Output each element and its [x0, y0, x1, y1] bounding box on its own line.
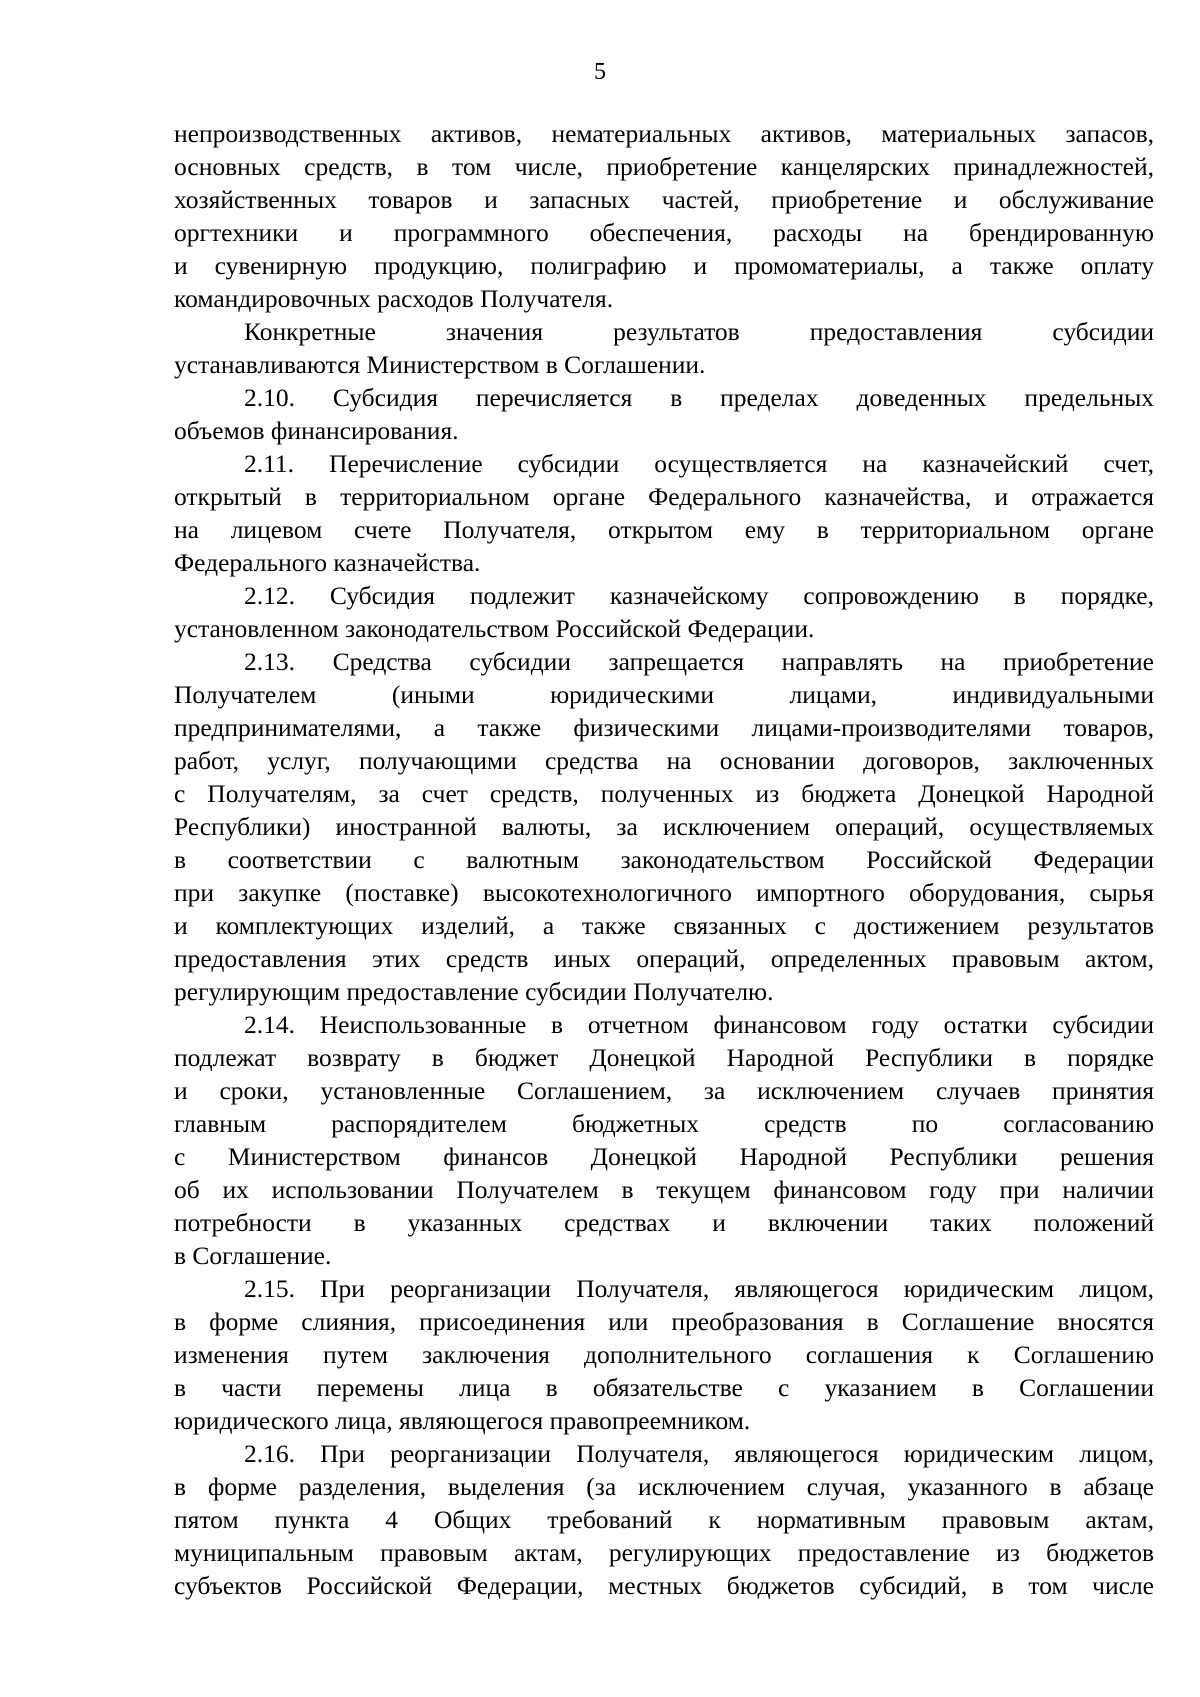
text-line: пятом пункта 4 Общих требований к нормативным правовым актам,	[174, 1505, 1154, 1534]
text-line: и сроки, установленные Соглашением, за исключением случаев принятия	[174, 1076, 1154, 1105]
text-line: с Министерством финансов Донецкой Народной Республики решения	[174, 1142, 1154, 1171]
text-line: изменения путем заключения дополнительного соглашения к Соглашению	[174, 1340, 1154, 1369]
text-line: Конкретные значения результатов предоставления субсидии	[244, 317, 1154, 346]
text-line: в форме слияния, присоединения или преобразования в Соглашение вносятся	[174, 1307, 1154, 1336]
text-line: Получателем (иными юридическими лицами, индивидуальными	[174, 680, 1154, 709]
text-line: предпринимателями, а также физическими лицами-производителями товаров,	[174, 713, 1154, 742]
text-line: 2.16. При реорганизации Получателя, являющегося юридическим лицом,	[244, 1439, 1154, 1468]
text-line: 2.12. Субсидия подлежит казначейскому сопровождению в порядке,	[244, 581, 1154, 610]
text-line: на лицевом счете Получателя, открытом ему в территориальном органе	[174, 515, 1154, 544]
body-text	[174, 117, 1154, 1602]
text-line: главным распорядителем бюджетных средств по согласованию	[174, 1109, 1154, 1138]
text-line: в Соглашение.	[174, 1241, 332, 1270]
text-line: регулирующим предоставление субсидии Получателю.	[174, 977, 774, 1006]
text-line: хозяйственных товаров и запасных частей, приобретение и обслуживание	[174, 185, 1154, 214]
text-line: Федерального казначейства.	[174, 548, 481, 577]
text-line: и сувенирную продукцию, полиграфию и промоматериалы, а также оплату	[174, 251, 1154, 280]
text-line: 2.10. Субсидия перечисляется в пределах доведенных предельных	[244, 383, 1154, 412]
text-line: потребности в указанных средствах и включении таких положений	[174, 1208, 1154, 1237]
text-line: муниципальным правовым актам, регулирующих предоставление из бюджетов	[174, 1538, 1154, 1567]
text-line: подлежат возврату в бюджет Донецкой Народной Республики в порядке	[174, 1043, 1154, 1072]
text-line: предоставления этих средств иных операций, определенных правовым актом,	[174, 944, 1154, 973]
text-line: объемов финансирования.	[174, 416, 459, 445]
text-line: в форме разделения, выделения (за исключением случая, указанного в абзаце	[174, 1472, 1154, 1501]
text-line: устанавливаются Министерством в Соглашении.	[174, 350, 706, 379]
text-line: в соответствии с валютным законодательством Российской Федерации	[174, 845, 1154, 874]
text-line: работ, услуг, получающими средства на основании договоров, заключенных	[174, 746, 1154, 775]
text-line: 2.15. При реорганизации Получателя, являющегося юридическим лицом,	[244, 1274, 1154, 1303]
text-line: 2.11. Перечисление субсидии осуществляется на казначейский счет,	[244, 449, 1154, 478]
text-line: 2.13. Средства субсидии запрещается направлять на приобретение	[244, 647, 1154, 676]
text-line: с Получателям, за счет средств, полученных из бюджета Донецкой Народной	[174, 779, 1154, 808]
text-line: юридического лица, являющегося правопреемником.	[174, 1406, 751, 1435]
text-line: основных средств, в том числе, приобретение канцелярских принадлежностей,	[174, 152, 1154, 181]
text-line: установленном законодательством Российской Федерации.	[174, 614, 815, 643]
text-line: открытый в территориальном органе Федерального казначейства, и отражается	[174, 482, 1154, 511]
text-line: Республики) иностранной валюты, за исключением операций, осуществляемых	[174, 812, 1154, 841]
page-number: 5	[594, 59, 606, 85]
text-line: оргтехники и программного обеспечения, расходы на брендированную	[174, 218, 1154, 247]
text-line: в части перемены лица в обязательстве с указанием в Соглашении	[174, 1373, 1154, 1402]
text-line: и комплектующих изделий, а также связанных с достижением результатов	[174, 911, 1154, 940]
text-line: об их использовании Получателем в текущем финансовом году при наличии	[174, 1175, 1154, 1204]
text-line: субъектов Российской Федерации, местных бюджетов субсидий, в том числе	[174, 1571, 1154, 1600]
text-line: при закупке (поставке) высокотехнологичного импортного оборудования, сырья	[174, 878, 1154, 907]
text-line: непроизводственных активов, нематериальных активов, материальных запасов,	[174, 119, 1154, 148]
text-line: 2.14. Неиспользованные в отчетном финансовом году остатки субсидии	[244, 1010, 1154, 1039]
text-line: командировочных расходов Получателя.	[174, 284, 614, 313]
